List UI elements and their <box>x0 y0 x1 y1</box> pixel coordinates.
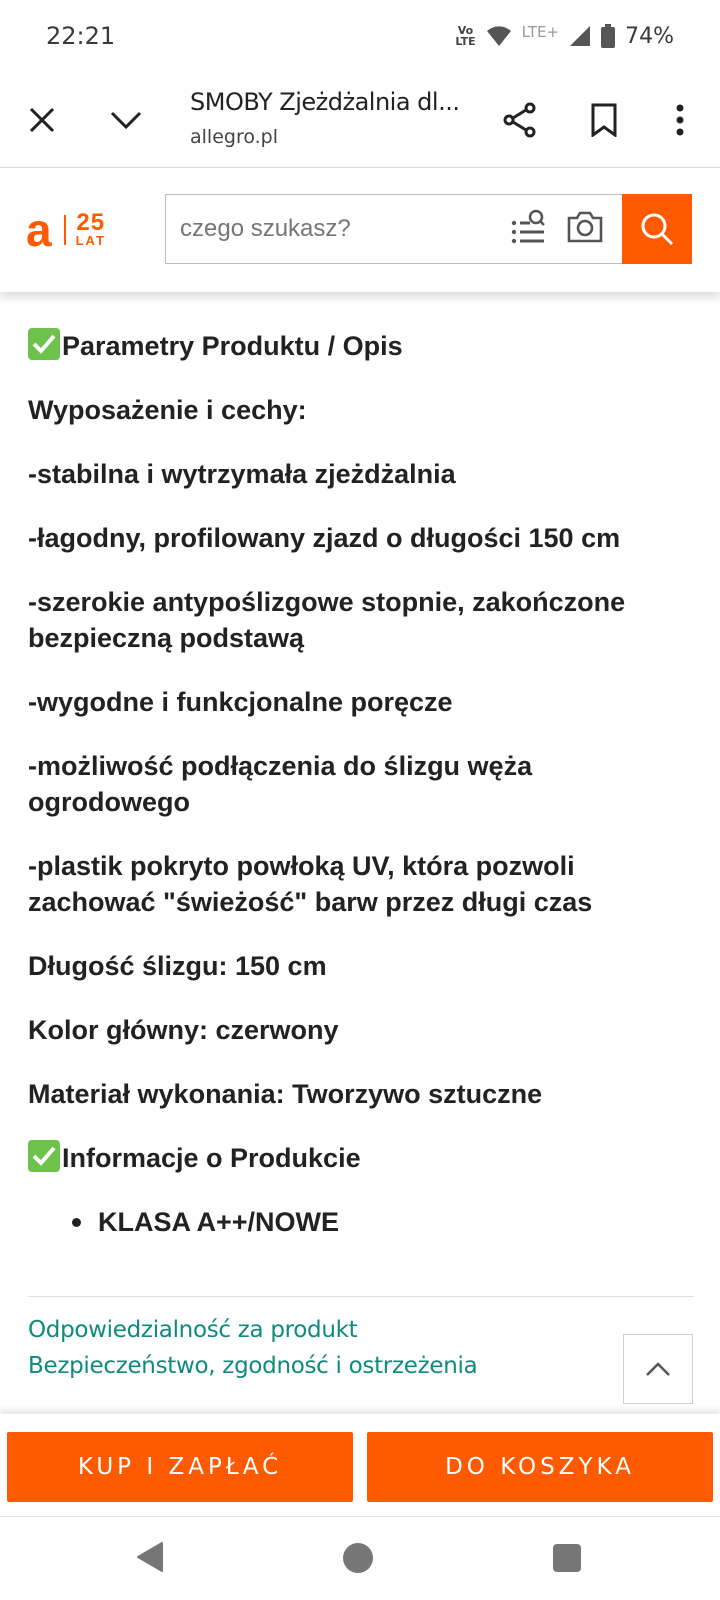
feature-item: -stabilna i wytrzymała zjeżdżalnia <box>28 459 456 489</box>
back-icon[interactable] <box>136 1541 164 1573</box>
params-heading: Parametry Produktu / Opis <box>28 328 694 364</box>
chevron-down-icon <box>110 110 142 130</box>
bookmark-icon <box>591 103 617 137</box>
more-vert-icon <box>676 104 684 136</box>
status-time: 22:21 <box>46 22 116 50</box>
system-nav-bar <box>0 1516 720 1600</box>
volte-icon: Vo LTE <box>455 24 476 48</box>
network-type: LTE+ <box>521 23 560 41</box>
feature-item: -wygodne i funkcjonalne poręcze <box>28 687 453 717</box>
battery-icon <box>601 24 615 48</box>
page-title-block[interactable] <box>190 88 470 148</box>
feature-item: -szerokie antypoślizgowe stopnie, zakończone bezpieczną podstawą <box>28 587 626 653</box>
search-input[interactable] <box>180 215 500 243</box>
chevron-up-icon <box>645 1361 671 1377</box>
search-filter-button[interactable] <box>510 209 546 252</box>
share-button[interactable] <box>496 96 544 144</box>
safety-link[interactable]: Bezpieczeństwo, zgodność i ostrzeżenia <box>28 1353 478 1379</box>
search-button[interactable] <box>622 194 692 264</box>
camera-search-button[interactable] <box>566 209 604 250</box>
features-heading: Wyposażenie i cechy: <box>28 395 307 425</box>
search-icon <box>640 212 674 246</box>
allegro-logo[interactable] <box>26 204 106 256</box>
check-mark-icon <box>28 328 60 360</box>
feature-item: -łagodny, profilowany zjazd o długości 150 cm <box>28 523 621 553</box>
page-url: allegro.pl <box>190 126 279 148</box>
purchase-action-bar <box>0 1414 720 1516</box>
more-options-button[interactable] <box>656 96 704 144</box>
spec-item: Długość ślizgu: 150 cm <box>28 951 327 981</box>
feature-item: -plastik pokryto powłoką UV, która pozwoli zachować "świeżość" barw przez długi czas <box>28 851 593 917</box>
list-item: KLASA A++/NOWE <box>72 1204 694 1240</box>
add-to-cart-button[interactable]: DO KOSZYKA <box>367 1432 713 1502</box>
spec-item: Materiał wykonania: Tworzywo sztuczne <box>28 1079 543 1109</box>
divider <box>28 1296 694 1297</box>
buy-now-button[interactable]: KUP I ZAPŁAĆ <box>7 1432 353 1502</box>
page-title: SMOBY Zjeżdżalnia dl... <box>190 88 460 116</box>
production-list <box>28 1204 694 1240</box>
product-links <box>28 1312 477 1384</box>
site-header <box>0 168 720 292</box>
recent-apps-icon[interactable] <box>553 1544 581 1572</box>
product-description <box>28 292 694 1240</box>
spec-item: Kolor główny: czerwony <box>28 1015 339 1045</box>
close-icon <box>28 106 56 134</box>
scroll-to-top-button[interactable] <box>623 1334 693 1404</box>
browser-toolbar <box>0 72 720 168</box>
camera-icon <box>566 209 604 245</box>
search-filter-icon <box>510 209 546 247</box>
battery-percent: 74% <box>625 23 674 49</box>
anniversary-badge: 25 LAT <box>75 209 106 248</box>
home-icon[interactable] <box>343 1543 373 1573</box>
status-bar <box>0 0 720 72</box>
expand-button[interactable] <box>102 96 150 144</box>
feature-item: -możliwość podłączenia do ślizgu węża ogrodowego <box>28 751 533 817</box>
share-icon <box>502 102 538 138</box>
signal-icon <box>569 25 591 47</box>
responsibility-link[interactable]: Odpowiedzialność za produkt <box>28 1317 358 1343</box>
search-box <box>165 194 623 264</box>
check-mark-icon <box>28 1140 60 1172</box>
wifi-icon <box>486 25 512 47</box>
status-icons <box>455 24 674 49</box>
bookmark-button[interactable] <box>580 96 628 144</box>
close-button[interactable] <box>18 96 66 144</box>
logo-separator <box>64 215 66 245</box>
production-heading: Informacje o Produkcie <box>28 1140 694 1176</box>
logo-letter: a <box>26 204 52 256</box>
